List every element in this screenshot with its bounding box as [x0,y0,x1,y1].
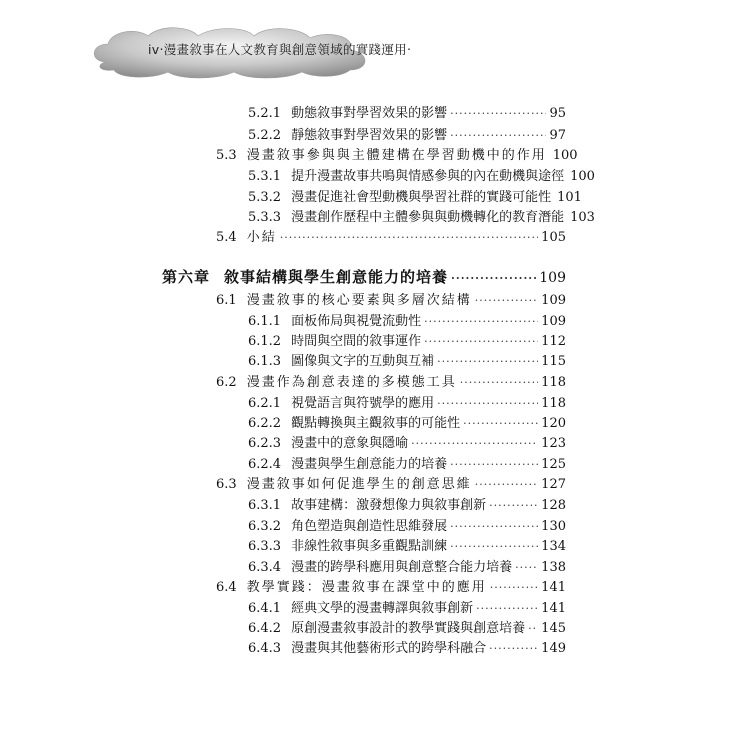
toc-entry-number: 6.4.1 [248,601,282,616]
toc-entry-5-2-2 [248,127,566,145]
toc-entry-6-3-1 [248,497,566,515]
toc-entry-title: 教學實踐：漫畫敘事在課堂中的應用 [246,580,487,595]
toc-entry-6-1 [216,292,566,310]
toc-entry-number: 6.3.2 [248,519,282,534]
toc-entry-title: 漫畫創作歷程中主體參與與動機轉化的教育潛能 [291,210,565,225]
toc-entry-title: 漫畫與學生創意能力的培養 [291,457,448,472]
toc-entry-page: 125 [541,457,566,472]
leader-dots [450,456,538,474]
toc-entry-6-2-4 [248,456,566,474]
toc-entry-page: 141 [541,601,566,616]
toc-entry-title: 漫畫作為創意表達的多模態工具 [246,375,457,390]
toc-entry-title: 漫畫與其他藝術形式的跨學科融合 [291,641,487,656]
toc-entry-page: 112 [541,334,566,349]
toc-entry-page: 138 [541,560,566,575]
toc-entry-page: 97 [549,128,566,143]
toc-entry-6-4-3 [248,640,566,658]
leader-dots [437,353,538,371]
toc-entry-number: 6.3 [216,477,237,492]
leader-dots [489,497,538,515]
toc-entry-page: 128 [541,498,566,513]
leader-dots [450,518,538,536]
toc-entry-5-4 [216,229,566,247]
toc-entry-title: 時間與空間的敘事運作 [291,334,422,349]
toc-entry-title: 面板佈局與視覺流動性 [291,314,422,329]
toc-entry-6-3-2 [248,518,566,536]
toc-entry-page: 149 [541,641,566,656]
toc-entry-title: 故事建構：激發想像力與敘事創新 [291,498,487,513]
toc-entry-page: 130 [541,519,566,534]
leader-dots [460,374,538,392]
toc-entry-title: 漫畫敘事如何促進學生的創意思維 [246,477,472,492]
toc-entry-title: 圖像與文字的互動與互補 [291,354,435,369]
toc-entry-page: 103 [570,210,595,225]
toc-entry-page: 118 [541,375,566,390]
toc-entry-page: 101 [557,190,582,205]
leader-dots [450,105,546,123]
toc-entry-6-3-3 [248,538,566,556]
toc-entry-5-3 [216,147,578,165]
toc-entry-page: 100 [552,148,578,163]
leader-dots [490,579,538,597]
toc-entry-number: 6.1 [216,293,237,308]
toc-entry-page: 145 [541,621,566,636]
toc-entry-page: 105 [541,230,566,245]
leader-dots [411,435,538,453]
leader-dots [424,313,538,331]
toc-entry-number: 5.3.1 [248,169,282,184]
toc-entry-5-3-1 [248,168,595,186]
toc-entry-6-2-1 [248,395,566,413]
toc-entry-number: 6.3.3 [248,539,282,554]
toc-entry-number: 6.2.2 [248,416,282,431]
toc-entry-number: 6.1.3 [248,354,282,369]
toc-entry-5-3-2 [248,189,582,207]
toc-entry-page: 134 [541,539,566,554]
toc-entry-6-1-3 [248,353,566,371]
toc-entry-5-2-1 [248,105,566,123]
toc-entry-6-2-3 [248,435,566,453]
toc-entry-title: 非線性敘事與多重觀點訓練 [291,539,448,554]
toc-chapter-number: 第六章 [162,268,211,286]
leader-dots [463,415,538,433]
toc-entry-page: 109 [541,314,566,329]
leader-dots [280,229,538,247]
toc-entry-title: 角色塑造與創造性思維發展 [291,519,448,534]
toc-entry-title: 漫畫中的意象與隱喻 [291,436,409,451]
toc-entry-title: 觀點轉換與主觀敘事的可能性 [291,416,461,431]
toc-entry-number: 6.2 [216,375,237,390]
toc-entry-title: 視覺語言與符號學的應用 [291,396,435,411]
toc-entry-title: 漫畫敘事參與與主體建構在學習動機中的作用 [246,148,547,163]
leader-dots [489,640,538,658]
toc-entry-number: 5.3.3 [248,210,282,225]
toc-entry-6-1-1 [248,313,566,331]
toc-entry-page: 127 [541,477,566,492]
toc-entry-title: 漫畫敘事的核心要素與多層次結構 [246,293,472,308]
toc-entry-title: 原創漫畫敘事設計的教學實踐與創意培養 [291,621,526,636]
toc-entry-title: 提升漫畫故事共鳴與情感參與的內在動機與途徑 [291,169,565,184]
toc-entry-number: 6.2.3 [248,436,282,451]
leader-dots [475,292,538,310]
toc-entry-number: 6.2.1 [248,396,282,411]
leader-dots [476,600,538,618]
toc-entry-page: 109 [541,293,566,308]
toc-entry-title: 靜態敘事對學習效果的影響 [291,128,448,143]
toc-entry-number: 6.2.4 [248,457,282,472]
toc-entry-6-2-2 [248,415,566,433]
toc-entry-number: 6.4 [216,580,237,595]
running-header-text: iv‧漫畫敘事在人文教育與創意領域的實踐運用‧ [148,42,412,57]
toc-entry-number: 6.1.2 [248,334,282,349]
toc-entry-number: 5.3.2 [248,190,282,205]
leader-dots [437,395,538,413]
toc-entry-number: 5.4 [216,230,237,245]
toc-entry-number: 5.2.2 [248,128,282,143]
leader-dots [475,476,538,494]
toc-entry-title: 漫畫促進社會型動機與學習社群的實踐可能性 [291,190,552,205]
toc-entry-page: 118 [541,396,566,411]
toc-chapter-title: 敘事結構與學生創意能力的培養 [224,268,449,286]
leader-dots [450,538,538,556]
toc-entry-6-3 [216,476,566,494]
leader-dots [515,559,538,577]
toc-entry-6-4 [216,579,566,597]
toc-entry-number: 6.4.2 [248,621,282,636]
toc-entry-number: 6.3.4 [248,560,282,575]
leader-dots [528,620,538,638]
toc-entry-number: 5.3 [216,148,237,163]
leader-dots [424,333,538,351]
toc-entry-page: 123 [541,436,566,451]
toc-entry-page: 100 [570,169,595,184]
toc-entry-6-2 [216,374,566,392]
toc-entry-6-4-1 [248,600,566,618]
toc-entry-title: 漫畫的跨學科應用與創意整合能力培養 [291,560,513,575]
toc-entry-chapter-6 [162,268,566,288]
toc-entry-5-3-3 [248,209,595,227]
toc-entry-6-3-4 [248,559,566,577]
toc-entry-page: 120 [541,416,566,431]
toc-entry-number: 6.3.1 [248,498,282,513]
toc-entry-page: 141 [541,580,566,595]
toc-entry-6-4-2 [248,620,566,638]
toc-entry-title: 小結 [246,230,277,245]
toc-entry-number: 6.1.1 [248,314,282,329]
toc-entry-number: 6.4.3 [248,641,282,656]
toc-entry-title: 動態敘事對學習效果的影響 [291,106,448,121]
toc-entry-page: 115 [541,354,566,369]
leader-dots [450,127,546,145]
leader-dots [451,270,536,288]
toc-entry-number: 5.2.1 [248,106,282,121]
toc-entry-title: 經典文學的漫畫轉譯與敘事創新 [291,601,474,616]
toc-entry-page: 109 [539,270,566,286]
toc-entry-6-1-2 [248,333,566,351]
toc-entry-page: 95 [549,106,566,121]
